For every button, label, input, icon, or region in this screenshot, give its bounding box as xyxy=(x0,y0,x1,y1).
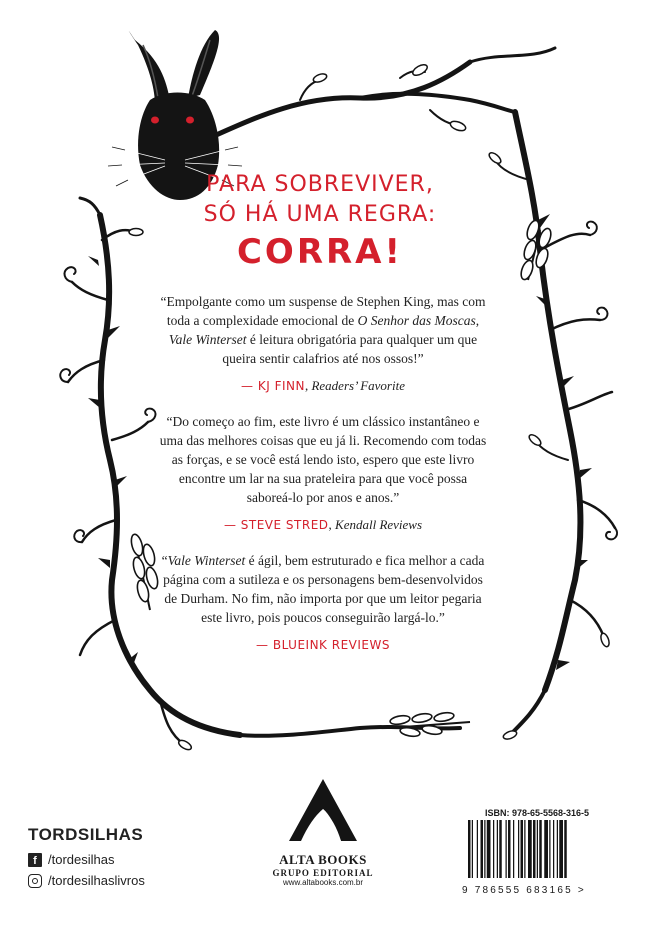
reviewer-name: KJ FINN xyxy=(257,379,305,393)
barcode-bar xyxy=(559,820,563,878)
headline-line-1: PARA SOBREVIVER, xyxy=(206,172,434,197)
barcode-bars xyxy=(462,818,612,880)
review-credit-3 xyxy=(158,635,488,655)
barcode-bar xyxy=(472,820,473,878)
barcode-bar xyxy=(484,820,485,878)
barcode-bar xyxy=(539,820,542,878)
barcode-bar xyxy=(564,820,567,878)
barcode-bar xyxy=(553,820,554,878)
barcode-bar xyxy=(506,820,507,878)
reviewer-dash: — xyxy=(241,379,258,393)
quote-text: “Empolgante como um suspense de Stephen King, mas com toda a complexidade emocional de xyxy=(160,294,486,328)
review-quote-1 xyxy=(158,292,488,396)
barcode-bar xyxy=(477,820,478,878)
alta-books-url: www.altabooks.com.br xyxy=(282,878,364,887)
barcode-bar xyxy=(497,820,498,878)
barcode-bar xyxy=(493,820,494,878)
review-source: Readers’ Favorite xyxy=(311,378,405,393)
barcode-bar xyxy=(508,820,511,878)
alta-books-logo xyxy=(268,775,378,887)
quote-book-title: Vale Winterset xyxy=(167,553,246,568)
quote-text: , xyxy=(475,313,480,328)
facebook-handle[interactable] xyxy=(28,852,114,867)
instagram-handle-text: /tordesilhaslivros xyxy=(48,873,145,888)
barcode-bar xyxy=(537,820,538,878)
reviewer-dash: — xyxy=(223,518,241,532)
headline-line-3: CORRA! xyxy=(236,232,404,272)
barcode-bar xyxy=(524,820,525,878)
barcode-bar xyxy=(513,820,514,878)
credit-separator: , xyxy=(328,517,336,532)
reviewer-dash: — xyxy=(256,638,273,652)
facebook-handle-text: /tordesilhas xyxy=(48,852,115,867)
barcode-bar xyxy=(528,820,532,878)
barcode-bar xyxy=(499,820,502,878)
alta-books-mark-icon xyxy=(283,775,363,845)
quote-book-title: Vale Winterset xyxy=(168,332,247,347)
quote-book-title: O Senhor das Moscas xyxy=(357,313,476,328)
quote-text: “Do começo ao fim, este livro é um clássico instantâneo e uma das melhores coisas que eu já li. Recomendo com todas as forças, e se você está lendo isto, espero que este livro encontre um lar na sua prateleira para que você possa saboreá-lo por anos e anos.” xyxy=(159,414,487,505)
alta-books-subtitle: GRUPO EDITORIAL xyxy=(272,868,374,878)
instagram-handle[interactable] xyxy=(28,873,145,888)
barcode-bar xyxy=(487,820,491,878)
barcode-digits: 9 786555 683165 > xyxy=(462,885,586,896)
isbn-label: ISBN: 978-65-5568-316-5 xyxy=(484,808,590,818)
instagram-icon xyxy=(28,874,42,888)
review-source: Kendall Reviews xyxy=(335,517,423,532)
credit-separator: , xyxy=(304,378,312,393)
review-quote-3 xyxy=(158,551,488,655)
headline-line-2: SÓ HÁ UMA REGRA: xyxy=(203,202,437,227)
review-credit-2 xyxy=(158,515,488,535)
review-quote-2 xyxy=(158,412,488,535)
quote-text: é ágil, bem estruturado e fica melhor a cada página com a sutileza e os personagens bem-desenvolvidos de Durham. No fim, não importa por que um leitor pegaria este livro, pois poucos conseguirão largá-lo.” xyxy=(163,553,485,625)
isbn-barcode xyxy=(462,808,612,908)
barcode-bar xyxy=(468,820,471,878)
barcode-bar xyxy=(544,820,548,878)
barcode-bar xyxy=(518,820,519,878)
quote-text: é leitura obrigatória para qualquer um que queira sentir calafrios até nos ossos!” xyxy=(222,332,478,366)
barcode-bar xyxy=(533,820,536,878)
barcode-bar xyxy=(557,820,558,878)
facebook-icon: f xyxy=(28,853,42,867)
alta-books-name: ALTA BOOKS xyxy=(279,852,367,867)
reviewer-name: STEVE STRED xyxy=(240,518,329,532)
quote-text: “ xyxy=(161,553,168,568)
publisher-brand: TORDSILHAS xyxy=(28,825,144,844)
review-credit-1 xyxy=(158,376,488,396)
barcode-bar xyxy=(521,820,524,878)
headline xyxy=(150,170,490,274)
reviewer-name: BLUEINK REVIEWS xyxy=(272,638,390,652)
barcode-bar xyxy=(481,820,484,878)
barcode-bar xyxy=(549,820,550,878)
